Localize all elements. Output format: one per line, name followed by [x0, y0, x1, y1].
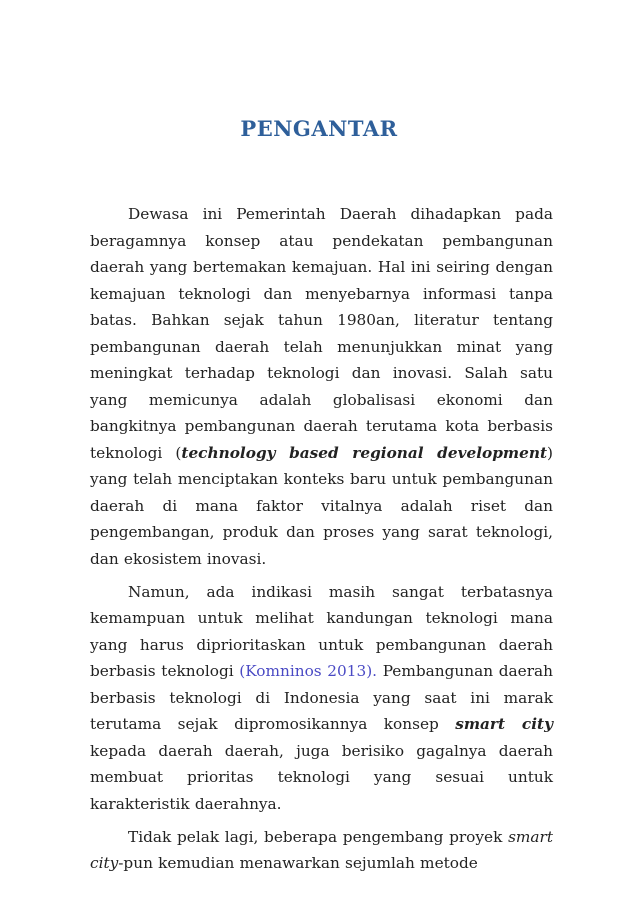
- paragraph-2-text-b: Pembangunan daerah berbasis teknologi di Indonesia yang saat ini marak terutama sejak dipromosikannya konsep: [90, 662, 553, 733]
- paragraph-2-text-c: kepada daerah daerah, juga berisiko gagalnya daerah membuat prioritas teknologi yang sesuai untuk karakteristik daerahnya.: [90, 741, 553, 813]
- body-text: [90, 201, 553, 877]
- paragraph-1: [90, 201, 553, 572]
- paragraph-3-text-b: -pun kemudian menawarkan sejumlah metode: [118, 854, 478, 872]
- citation-link[interactable]: (Komninos 2013).: [239, 662, 378, 680]
- term-smart-city: smart city: [455, 715, 553, 733]
- paragraph-2: [90, 579, 553, 818]
- term-technology-based-regional-development: technology based regional development: [181, 443, 548, 462]
- paragraph-2-text-a: Namun, ada indikasi masih sangat terbatasnya kemampuan untuk melihat kandungan teknologi mana yang harus diprioritaskan untuk pembangunan daerah berbasis teknologi: [90, 582, 553, 680]
- term-smart-city-italic: smart city: [90, 827, 553, 872]
- page-title: PENGANTAR: [240, 116, 398, 141]
- paragraph-1-text-b: ) yang telah menciptakan konteks baru untuk pembangunan daerah di mana faktor vitalnya adalah riset dan pengembangan, produk dan proses yang sarat teknologi, dan ekosistem inovasi.: [90, 443, 553, 568]
- paragraph-1-text-a: Dewasa ini Pemerintah Daerah dihadapkan pada beragamnya konsep atau pendekatan pembangunan daerah yang bertemakan kemajuan. Hal ini seiring dengan kemajuan teknologi dan menyebarnya informasi tanpa batas. Bahkan sejak tahun 1980an, literatur tentang pembangunan daerah telah menunjukkan minat yang meningkat terhadap teknologi dan inovasi. Salah satu yang memicunya adalah globalisasi ekonomi dan bangkitnya pembangunan daerah terutama kota berbasis teknologi (: [90, 205, 553, 462]
- paragraph-3: [90, 824, 553, 877]
- paragraph-3-text-a: Tidak pelak lagi, beberapa pengembang proyek: [128, 827, 509, 846]
